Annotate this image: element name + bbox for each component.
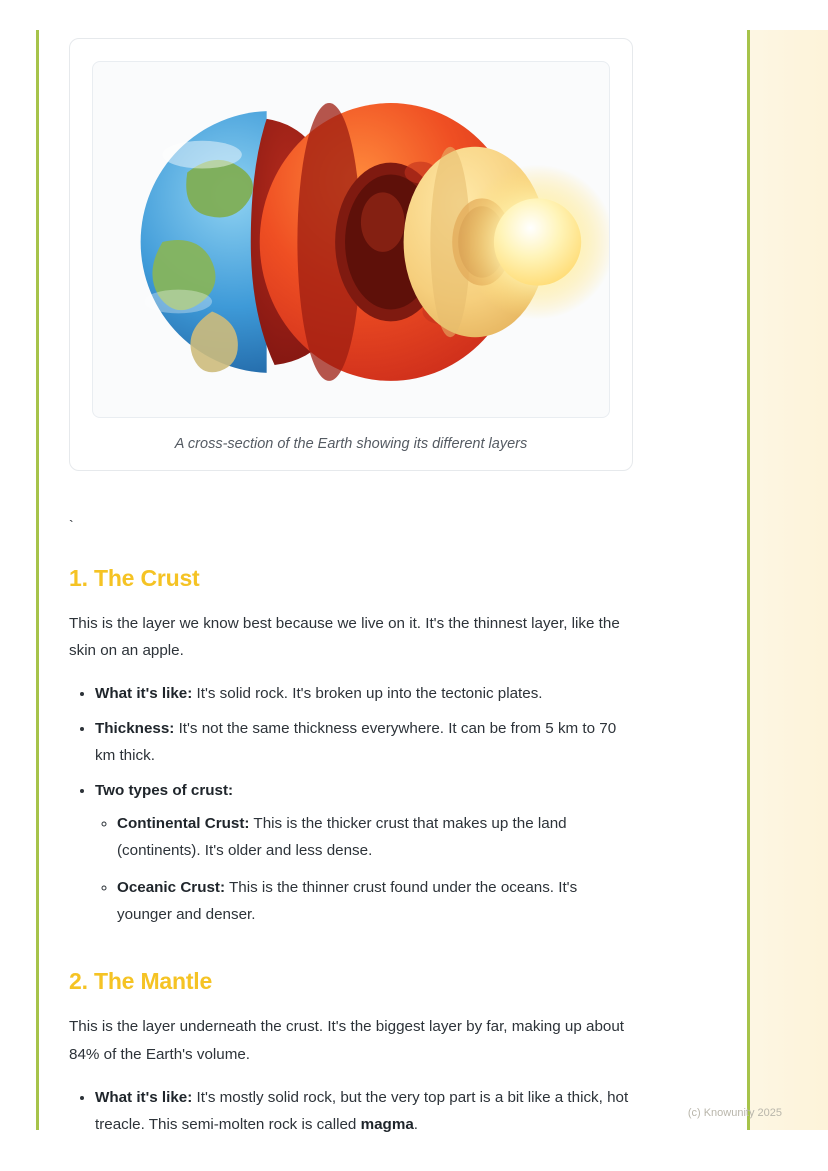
bullet-label: What it's like: bbox=[95, 685, 193, 703]
bullet-label: What it's like: bbox=[95, 1088, 193, 1106]
bullet-emphasis: magma bbox=[360, 1115, 414, 1133]
right-decorative-band bbox=[750, 30, 828, 1130]
copyright-note: (c) Knowunity 2025 bbox=[687, 1107, 782, 1119]
figure-caption: A cross-section of the Earth showing its different layers bbox=[174, 436, 528, 452]
list-item bbox=[117, 874, 635, 928]
sub-bullet-label: Continental Crust: bbox=[117, 815, 250, 833]
earth-cross-section-icon bbox=[93, 62, 609, 417]
list-item bbox=[95, 715, 635, 769]
left-margin-rule bbox=[36, 30, 39, 1130]
bullet-list-crust bbox=[69, 680, 635, 928]
sub-bullet-text: This is the thinner crust found under the oceans. It's younger and denser. bbox=[117, 879, 578, 924]
bullet-label: Two types of crust: bbox=[95, 782, 234, 800]
figure-card bbox=[69, 38, 633, 471]
list-item bbox=[95, 680, 635, 707]
bullet-tail: . bbox=[413, 1115, 419, 1133]
section-intro-mantle: This is the layer underneath the crust. It's the biggest layer by far, making up about 84% of the Earth's volume. bbox=[69, 1018, 625, 1063]
sub-bullet-list-crust-types bbox=[95, 810, 635, 928]
sub-bullet-label: Oceanic Crust: bbox=[117, 879, 226, 897]
stray-backtick: ` bbox=[69, 517, 74, 533]
section-heading-mantle: 2. The Mantle bbox=[69, 968, 213, 995]
figure-image-frame bbox=[92, 61, 610, 418]
section-intro-crust: This is the layer we know best because we live on it. It's the thinnest layer, like the skin on an apple. bbox=[69, 615, 620, 660]
bullet-text: It's solid rock. It's broken up into the tectonic plates. bbox=[192, 685, 543, 703]
bullet-text: It's mostly solid rock, but the very top part is a bit like a thick, hot treacle. This semi-molten rock is called bbox=[95, 1088, 629, 1133]
list-item bbox=[117, 810, 635, 864]
list-item bbox=[95, 777, 635, 928]
bullet-label: Thickness: bbox=[95, 720, 175, 738]
section-heading-crust: 1. The Crust bbox=[69, 565, 200, 591]
bullet-text: It's not the same thickness everywhere. It can be from 5 km to 70 km thick. bbox=[95, 720, 617, 765]
sub-bullet-text: This is the thicker crust that makes up the land (continents). It's older and less dense. bbox=[117, 815, 567, 860]
document-content bbox=[69, 38, 635, 1146]
list-item bbox=[95, 1084, 635, 1138]
bullet-list-mantle bbox=[69, 1084, 635, 1138]
